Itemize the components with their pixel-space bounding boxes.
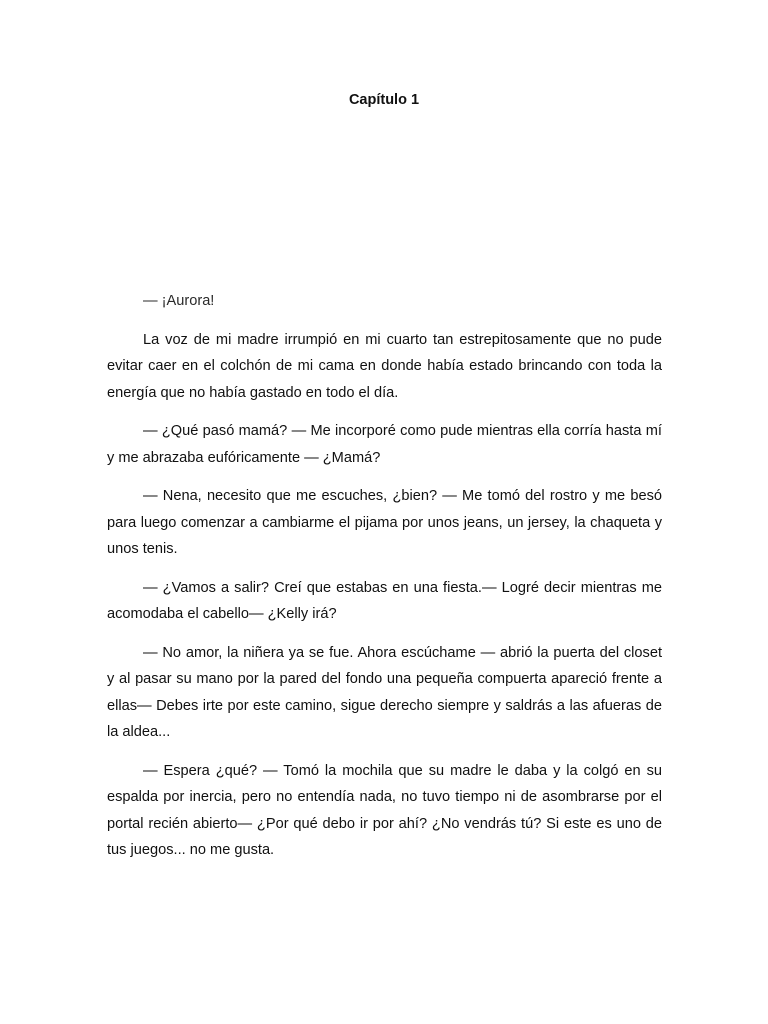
paragraph-7: — Espera ¿qué? — Tomó la mochila que su madre le daba y la colgó en su espalda por inercia, pero no entendía nada, no tuvo tiempo ni de asombrarse por el portal recién abierto— ¿Por qué debo ir por ahí? ¿No vendrás tú? Si este es uno de tus juegos... no me gusta. — [107, 762, 662, 858]
paragraph-2: La voz de mi madre irrumpió en mi cuarto tan estrepitosamente que no pude evitar caer en el colchón de mi cama en donde había estado brincando con toda la energía que no había gastado en todo el día. — [107, 331, 662, 401]
paragraph-5: — ¿Vamos a salir? Creí que estabas en una fiesta.— Logré decir mientras me acomodaba el cabello— ¿Kelly irá? — [107, 579, 662, 622]
paragraph-1: — ¡Aurora! — [143, 293, 215, 309]
paragraph-6: — No amor, la niñera ya se fue. Ahora escúchame — abrió la puerta del closet y al pasar su mano por la pared del fondo una pequeña compuerta apareció frente a ellas— Debes irte por este camino, sigue derecho siempre y saldrás a las afueras de la aldea... — [107, 644, 662, 740]
paragraph-3: — ¿Qué pasó mamá? — Me incorporé como pude mientras ella corría hasta mí y me abrazaba eufóricamente — ¿Mamá? — [107, 423, 662, 466]
paragraph-4: — Nena, necesito que me escuches, ¿bien? — Me tomó del rostro y me besó para luego comenzar a cambiarme el pijama por unos jeans, un jersey, la chaqueta y unos tenis. — [107, 488, 662, 557]
chapter-body — [107, 288, 662, 876]
chapter-title: Capítulo 1 — [348, 92, 420, 108]
